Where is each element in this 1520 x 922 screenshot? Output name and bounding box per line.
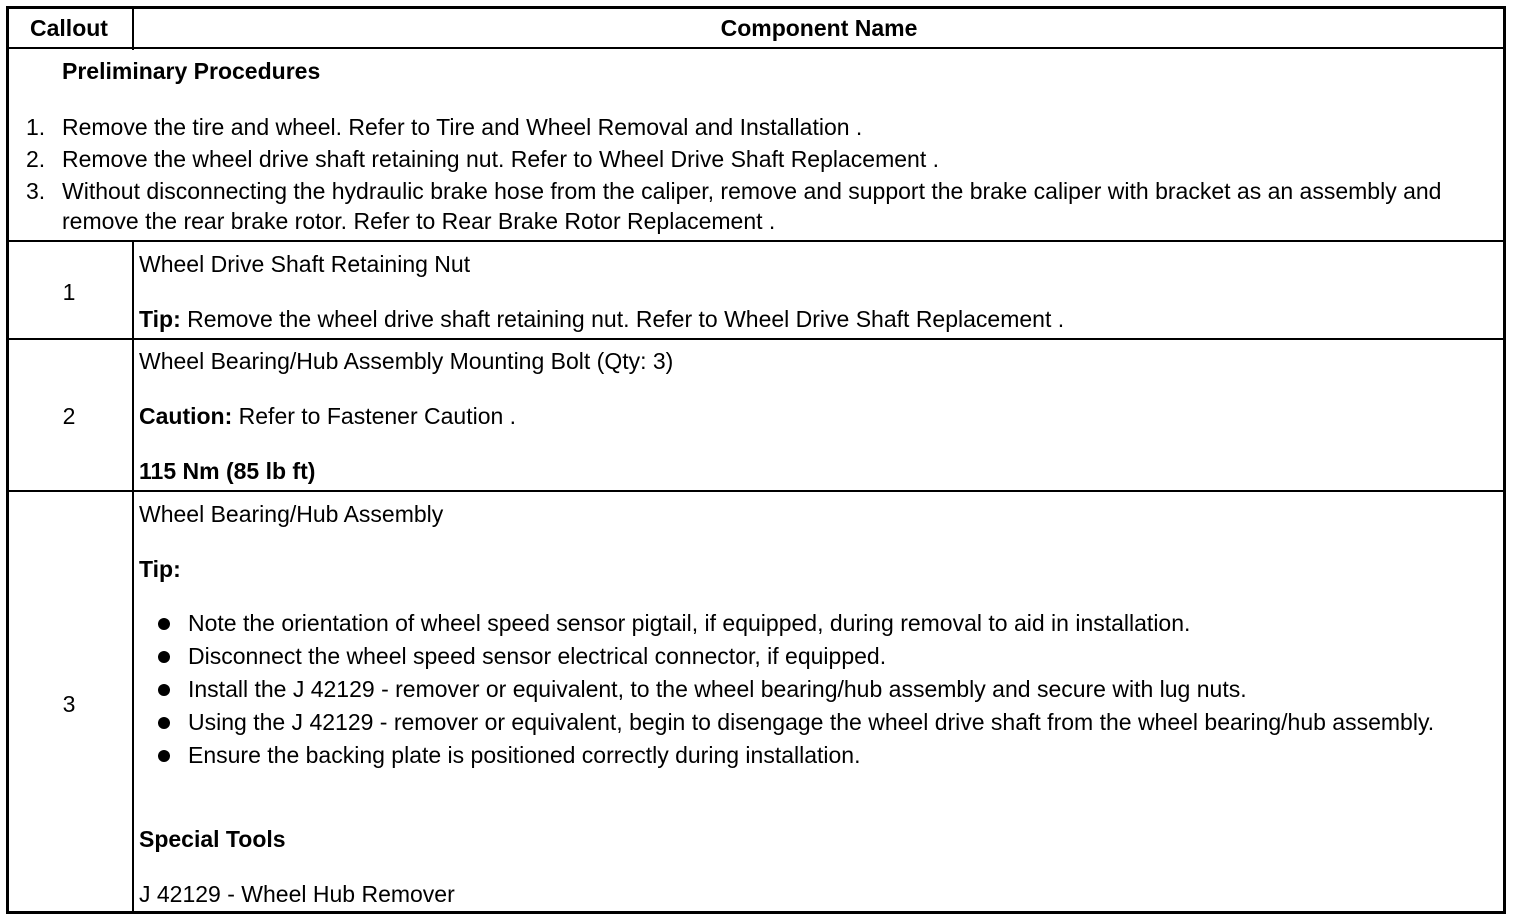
header-component-name: Component Name (720, 15, 918, 41)
list-item: Note the orientation of wheel speed sensor pigtail, if equipped, during removal to aid in installation. (150, 608, 1450, 638)
special-tools-label: Special Tools (139, 826, 286, 852)
row-divider (6, 490, 1506, 492)
component-name: Wheel Drive Shaft Retaining Nut (139, 251, 471, 277)
preliminary-title: Preliminary Procedures (62, 58, 321, 84)
list-item: Using the J 42129 - remover or equivalent, begin to disengage the wheel drive shaft from the wheel bearing/hub assembly. (150, 707, 1450, 737)
header-divider (6, 47, 1506, 49)
list-item: Disconnect the wheel speed sensor electrical connector, if equipped. (150, 641, 1450, 671)
bullet-icon (158, 618, 170, 630)
list-item: 1. Remove the tire and wheel. Refer to Tire and Wheel Removal and Installation . (26, 114, 863, 140)
header-callout: Callout (30, 15, 108, 41)
callout-number: 3 (62, 691, 76, 717)
tip-note: Tip: Remove the wheel drive shaft retaining nut. Refer to Wheel Drive Shaft Replacement . (139, 306, 1065, 332)
list-item: 2. Remove the wheel drive shaft retaining nut. Refer to Wheel Drive Shaft Replacement . (26, 146, 939, 172)
bullet-icon (158, 750, 170, 762)
component-name: Wheel Bearing/Hub Assembly Mounting Bolt (Qty: 3) (139, 348, 674, 374)
bullet-icon (158, 684, 170, 696)
row-divider (6, 240, 1506, 242)
special-tool: J 42129 - Wheel Hub Remover (139, 881, 455, 907)
preliminary-steps (26, 112, 1486, 238)
callout-number: 2 (62, 403, 76, 429)
caution-note: Caution: Refer to Fastener Caution . (139, 403, 517, 429)
tip-label: Tip: (139, 556, 181, 582)
component-name: Wheel Bearing/Hub Assembly (139, 501, 444, 527)
bullet-icon (158, 717, 170, 729)
list-item: Install the J 42129 - remover or equivalent, to the wheel bearing/hub assembly and secure with lug nuts. (150, 674, 1450, 704)
list-item: 3. Without disconnecting the hydraulic brake hose from the caliper, remove and support the brake caliper with bracket as an assembly and remove the rear brake rotor. Refer to Rear Brake Rotor Replacement . (26, 178, 1442, 234)
row-divider (6, 338, 1506, 340)
torque-spec: 115 Nm (85 lb ft) (139, 458, 316, 484)
bullet-icon (158, 651, 170, 663)
tip-bullets (150, 608, 1450, 773)
callout-number: 1 (62, 279, 76, 305)
list-item: Ensure the backing plate is positioned correctly during installation. (150, 740, 1450, 770)
